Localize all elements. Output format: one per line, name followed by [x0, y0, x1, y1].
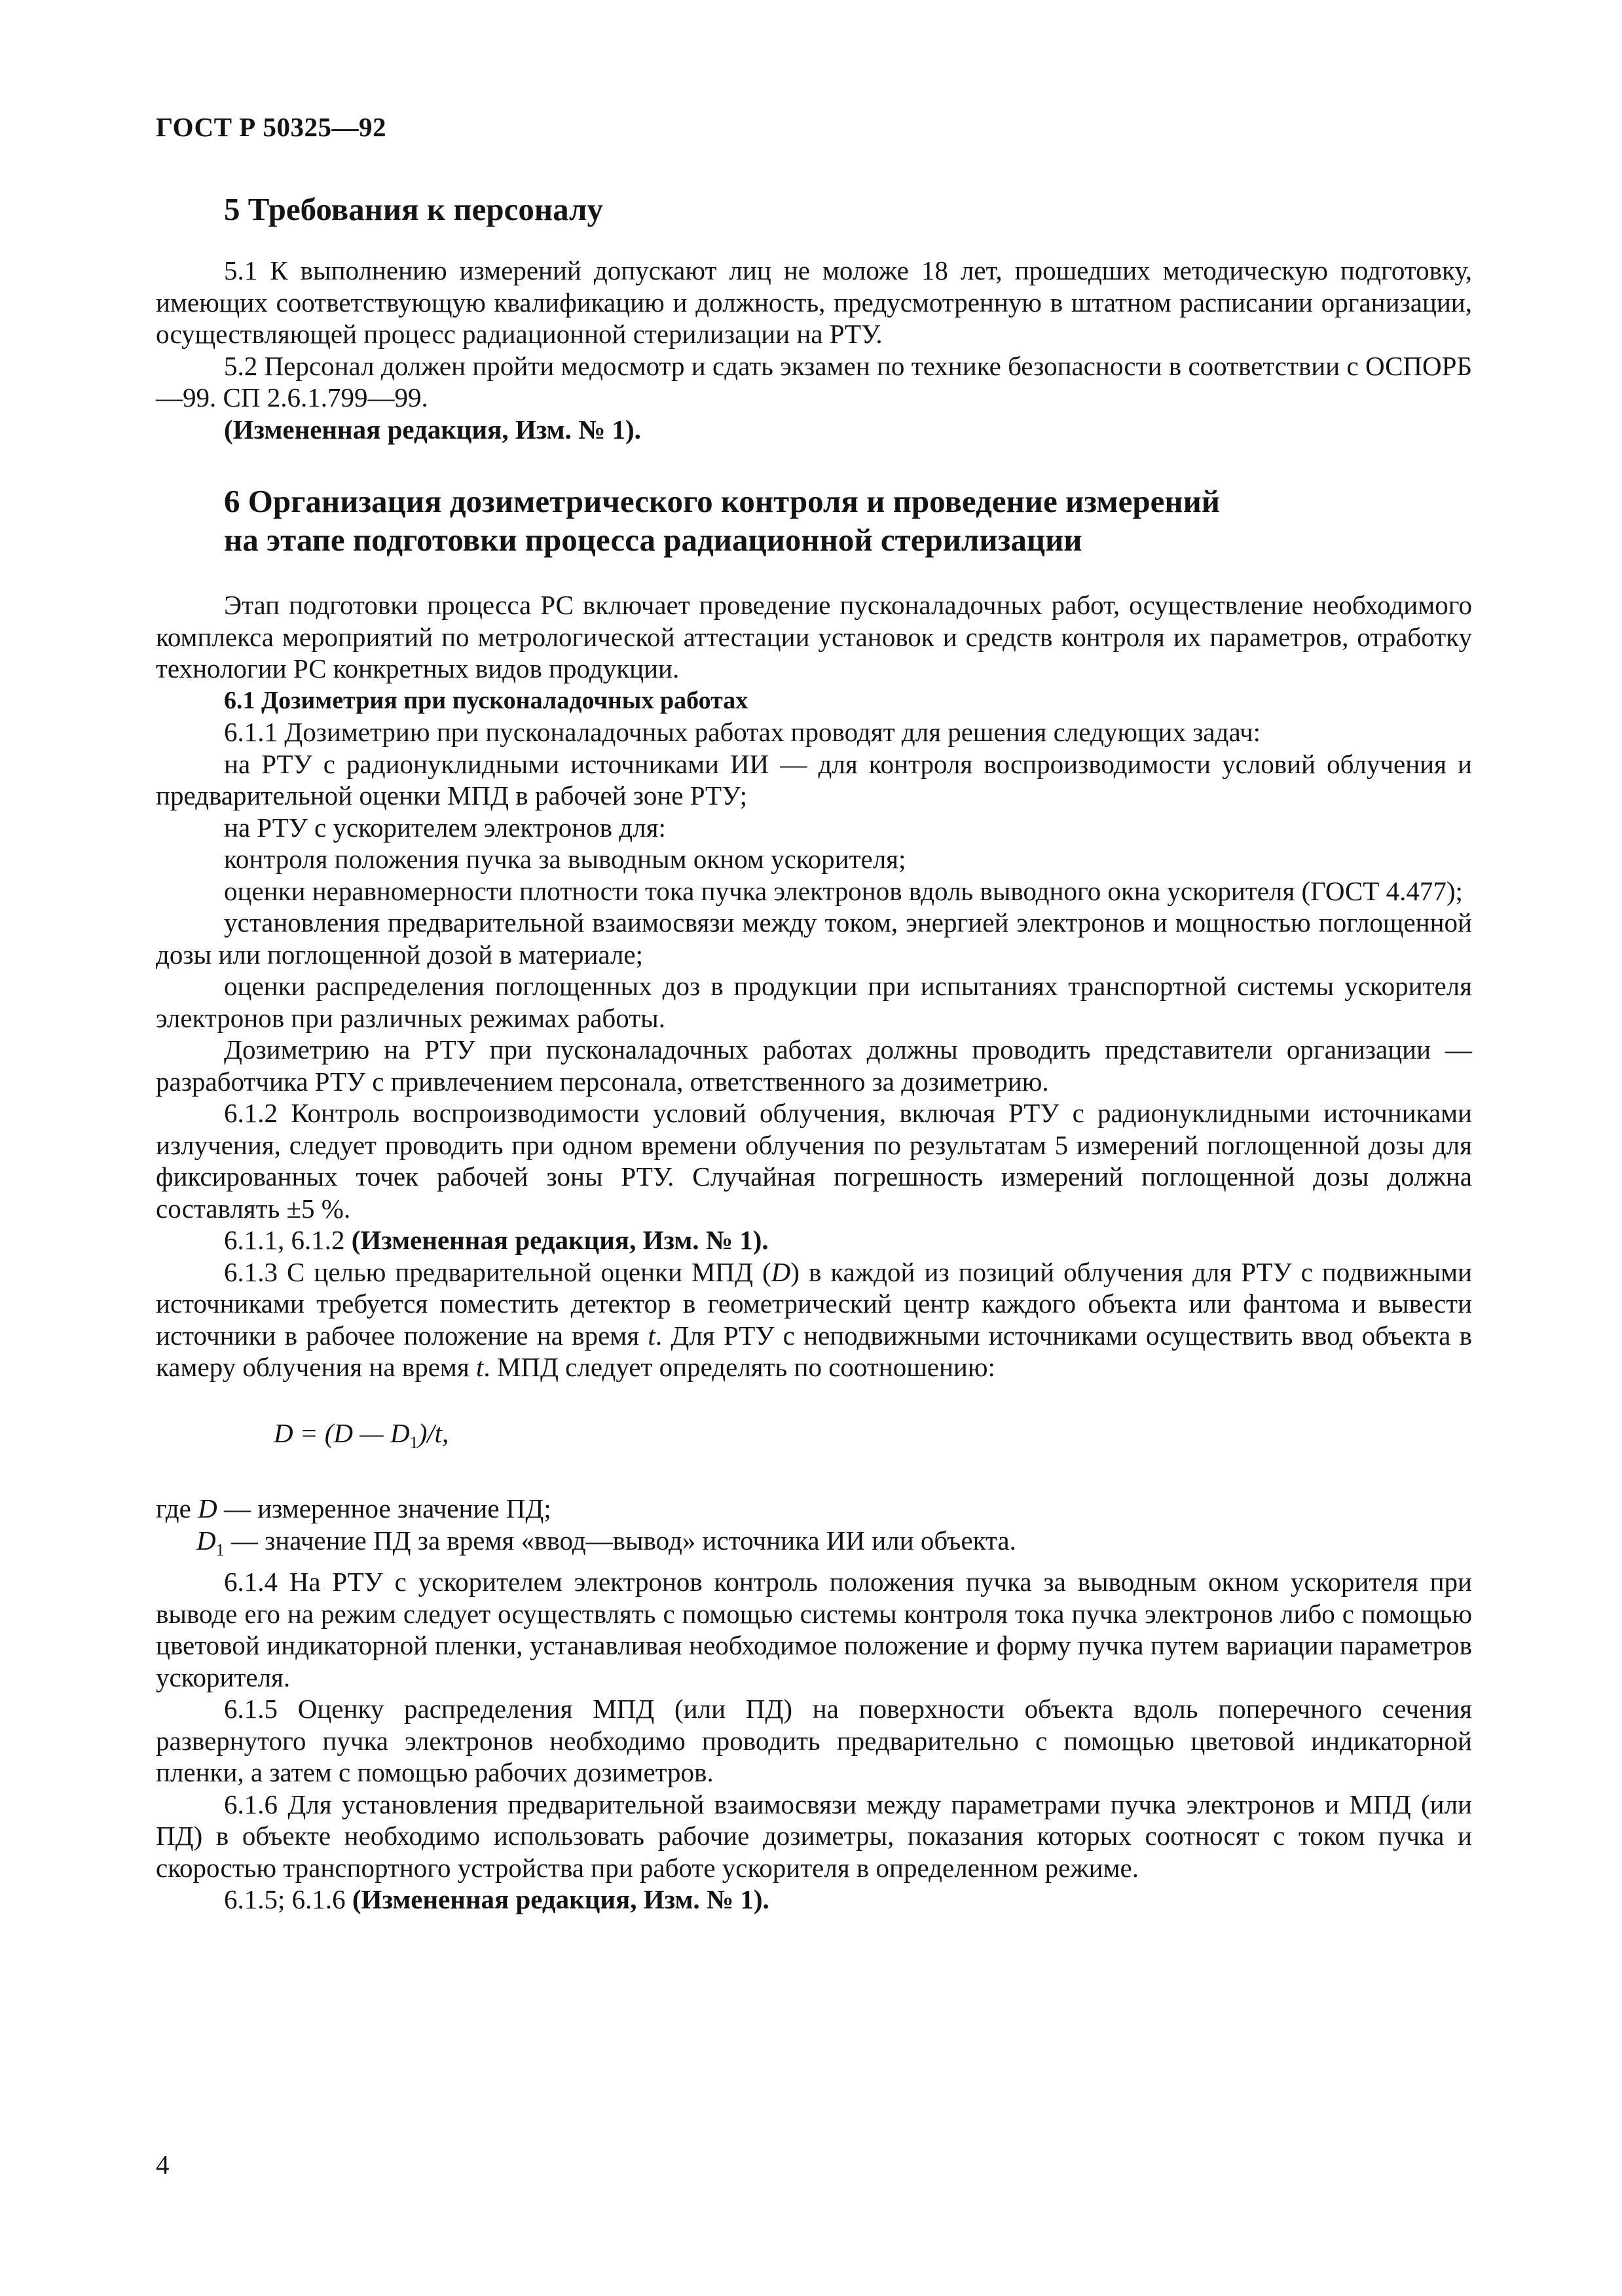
amendment-note-6-1-6 [156, 1884, 1472, 1916]
formula-where-symbol-D1: D [196, 1525, 216, 1556]
paragraph-6-1-3-symbol-D: D [771, 1256, 791, 1287]
formula-mpd [156, 1417, 1472, 1459]
section-6-title-line1: 6 Организация дозиметрического контроля и проведение измерений [224, 483, 1221, 519]
formula-where-1 [156, 1493, 1472, 1525]
document-header: ГОСТ Р 50325—92 [156, 112, 386, 142]
paragraph-6-1-3-symbol-t: t [648, 1320, 655, 1351]
amendment-note-6-1-2 [156, 1224, 1472, 1256]
paragraph-6-1-1-b: на РТУ с ускорителем электронов для: [224, 812, 666, 843]
paragraph-6-1-1-e: установления предварительной взаимосвязи между током, энергией электронов и мощностью поглощенной дозы или поглощенной дозой в материале; [156, 907, 1472, 970]
paragraph-6-1-4: 6.1.4 На РТУ с ускорителем электронов контроль положения пучка за выводным окном ускорителя при выводе его на режим следует осуществлять с помощью системы контроля тока пучка электронов либо с помощью цветовой индикаторной пленки, устанавливая необходимое положение и форму пучка путем вариации параметров ускорителя. [156, 1567, 1472, 1692]
paragraph-6-1-2: 6.1.2 Контроль воспроизводимости условий облучения, включая РТУ с радионуклидными источниками излучения, следует проводить при одном времени облучения по результатам 5 измерений поглощенной дозы для фиксированных точек рабочей зоны РТУ. Случайная погрешность измерений поглощенной дозы должна составлять ±5 %. [156, 1098, 1472, 1224]
paragraph-6-1-1-d: оценки неравномерности плотности тока пучка электронов вдоль выводного окна ускорителя (ГОСТ 4.477); [224, 875, 1463, 906]
paragraph-6-1-1-g: Дозиметрию на РТУ при пусконаладочных работах должны проводить представители организации — разработчика РТУ с привлечением персонала, ответственного за дозиметрию. [156, 1034, 1472, 1097]
formula-where-symbol-D: D [198, 1493, 217, 1524]
paragraph-6-1-5: 6.1.5 Оценку распределения МПД (или ПД) на поверхности объекта вдоль поперечного сечения развернутого пучка электронов необходимо проводить предварительно с помощью цветовой индикаторной пленки, а затем с помощью рабочих дозиметров. [156, 1694, 1472, 1788]
formula-left: D = (D — D [274, 1417, 410, 1448]
paragraph-6-1-3-part3: . Для РТУ с неподвижными источниками осуществить ввод объекта в камеру облучения на время [156, 1320, 1472, 1382]
amendment-note-6-1-2-clauses: 6.1.1, 6.1.2 [224, 1225, 345, 1255]
paragraph-6-1-3 [156, 1256, 1472, 1383]
formula-subscript: 1 [409, 1432, 418, 1452]
page-number: 4 [156, 2149, 170, 2179]
formula-right: )/t, [418, 1417, 449, 1448]
document-body [156, 190, 1472, 1916]
paragraph-6-1-3-part2: ) в каждой из позиций облучения для РТУ с подвижными источниками требуется поместить детектор в геометрический центр каждого объекта или фантома и вывести источники в рабочее положение на время [156, 1256, 1472, 1351]
formula-where-prefix: где [156, 1493, 198, 1524]
section-6-intro: Этап подготовки процесса РС включает проведение пусконаладочных работ, осуществление необходимого комплекса мероприятий по метрологической аттестации установок и средств контроля их параметров, отработку технологии РС конкретных видов продукции. [156, 590, 1472, 683]
formula-where-subscript: 1 [215, 1540, 225, 1559]
section-6-title [156, 482, 1472, 559]
paragraph-6-1-1: 6.1.1 Дозиметрию при пусконаладочных работах проводят для решения следующих задач: [224, 717, 1261, 747]
paragraph-6-1-3-part1: 6.1.3 С целью предварительной оценки МПД ( [224, 1256, 771, 1287]
paragraph-6-1-6: 6.1.6 Для установления предварительной взаимосвязи между параметрами пучка электронов и МПД (или ПД) в объекте необходимо использовать рабочие дозиметры, показания которых соотносят с током пучка и скоростью транспортного устройства при работе ускорителя в определенном режиме. [156, 1789, 1472, 1883]
formula-where-1-text: — измеренное значение ПД; [217, 1493, 551, 1524]
paragraph-6-1-3-symbol-t2: t [475, 1352, 484, 1382]
paragraph-6-1-3-part4: . МПД следует определять по соотношению: [483, 1352, 995, 1382]
amendment-note-6-1-2-text: (Измененная редакция, Изм. № 1). [351, 1225, 769, 1255]
section-5-title: 5 Требования к персоналу [224, 191, 604, 227]
paragraph-5-1: 5.1 К выполнению измерений допускают лиц не моложе 18 лет, прошедших методическую подготовку, имеющих соответствующую квалификацию и должность, предусмотренную в штатном расписании организации, осуществляющей процесс радиационной стерилизации на РТУ. [156, 255, 1472, 349]
formula-where-2 [156, 1525, 1472, 1567]
paragraph-6-1-1-f: оценки распределения поглощенных доз в продукции при испытаниях транспортной системы ускорителя электронов при различных режимах работы. [156, 971, 1472, 1033]
formula-where-2-text: — значение ПД за время «ввод—вывод» источника ИИ или объекта. [224, 1525, 1016, 1556]
amendment-note-5: (Измененная редакция, Изм. № 1). [224, 414, 641, 445]
amendment-note-6-1-6-clauses: 6.1.5; 6.1.6 [224, 1884, 346, 1915]
paragraph-6-1-1-a: на РТУ с радионуклидными источниками ИИ — для контроля воспроизводимости условий облучения и предварительной оценки МПД в рабочей зоне РТУ; [156, 748, 1472, 811]
subsection-6-1-title: 6.1 Дозиметрия при пусконаладочных работах [224, 686, 748, 714]
paragraph-5-2: 5.2 Персонал должен пройти медосмотр и сдать экзамен по технике безопасности в соответствии с ОСПОРБ—99. СП 2.6.1.799—99. [156, 350, 1472, 412]
section-6-title-line2: на этапе подготовки процесса радиационной стерилизации [224, 522, 1082, 558]
amendment-note-6-1-6-text: (Измененная редакция, Изм. № 1). [352, 1884, 769, 1915]
paragraph-6-1-1-c: контроля положения пучка за выводным окном ускорителя; [224, 844, 906, 874]
